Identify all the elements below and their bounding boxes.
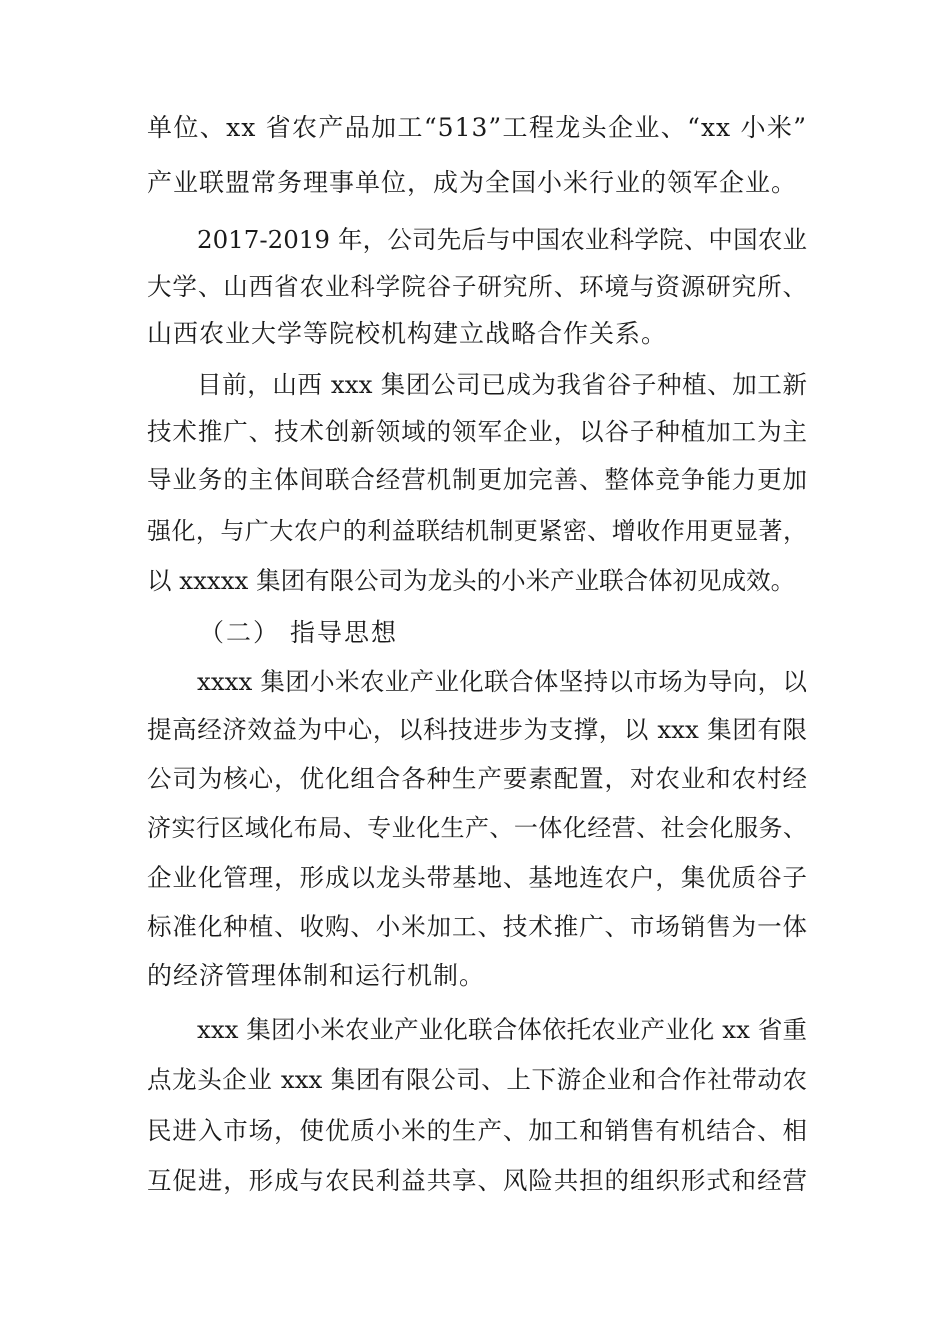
- section-heading: （二） 指导思想: [199, 618, 398, 647]
- paragraph-line: 的经济管理体制和运行机制。: [147, 961, 486, 990]
- paragraph-line: 互促进，形成与农民利益共享、风险共担的组织形式和经营: [147, 1166, 807, 1195]
- paragraph-line: 导业务的主体间联合经营机制更加完善、整体竞争能力更加: [147, 465, 807, 494]
- paragraph-line: 提高经济效益为中心，以科技进步为支撑，以 xxx 集团有限: [147, 715, 807, 744]
- paragraph-line: 强化，与广大农户的利益联结机制更紧密、增收作用更显著，: [147, 517, 807, 545]
- paragraph-line: 目前，山西 xxx 集团公司已成为我省谷子种植、加工新: [197, 370, 807, 399]
- paragraph-line: 单位、xx 省农产品加工“513”工程龙头企业、“xx 小米”: [147, 113, 807, 142]
- paragraph-line: 山西农业大学等院校机构建立战略合作关系。: [147, 319, 668, 348]
- paragraph-line: 产业联盟常务理事单位，成为全国小米行业的领军企业。: [147, 168, 798, 197]
- paragraph-line: 大学、山西省农业科学院谷子研究所、环境与资源研究所、: [147, 272, 807, 301]
- paragraph-line: 公司为核心，优化组合各种生产要素配置，对农业和农村经: [147, 764, 807, 793]
- paragraph-line: xxxx 集团小米农业产业化联合体坚持以市场为导向，以: [197, 667, 807, 696]
- paragraph-line: 点龙头企业 xxx 集团有限公司、上下游企业和合作社带动农: [147, 1065, 807, 1094]
- paragraph-line: 标准化种植、收购、小米加工、技术推广、市场销售为一体: [147, 912, 807, 941]
- paragraph-line: 技术推广、技术创新领域的领军企业，以谷子种植加工为主: [147, 417, 807, 446]
- paragraph-line: xxx 集团小米农业产业化联合体依托农业产业化 xx 省重: [197, 1015, 807, 1044]
- paragraph-line: 民进入市场，使优质小米的生产、加工和销售有机结合、相: [147, 1116, 807, 1145]
- paragraph-line: 以 xxxxx 集团有限公司为龙头的小米产业联合体初见成效。: [147, 566, 796, 595]
- paragraph-line: 企业化管理，形成以龙头带基地、基地连农户，集优质谷子: [147, 863, 807, 892]
- paragraph-line: 2017-2019 年，公司先后与中国农业科学院、中国农业: [197, 225, 807, 254]
- paragraph-line: 济实行区域化布局、专业化生产、一体化经营、社会化服务、: [147, 814, 807, 842]
